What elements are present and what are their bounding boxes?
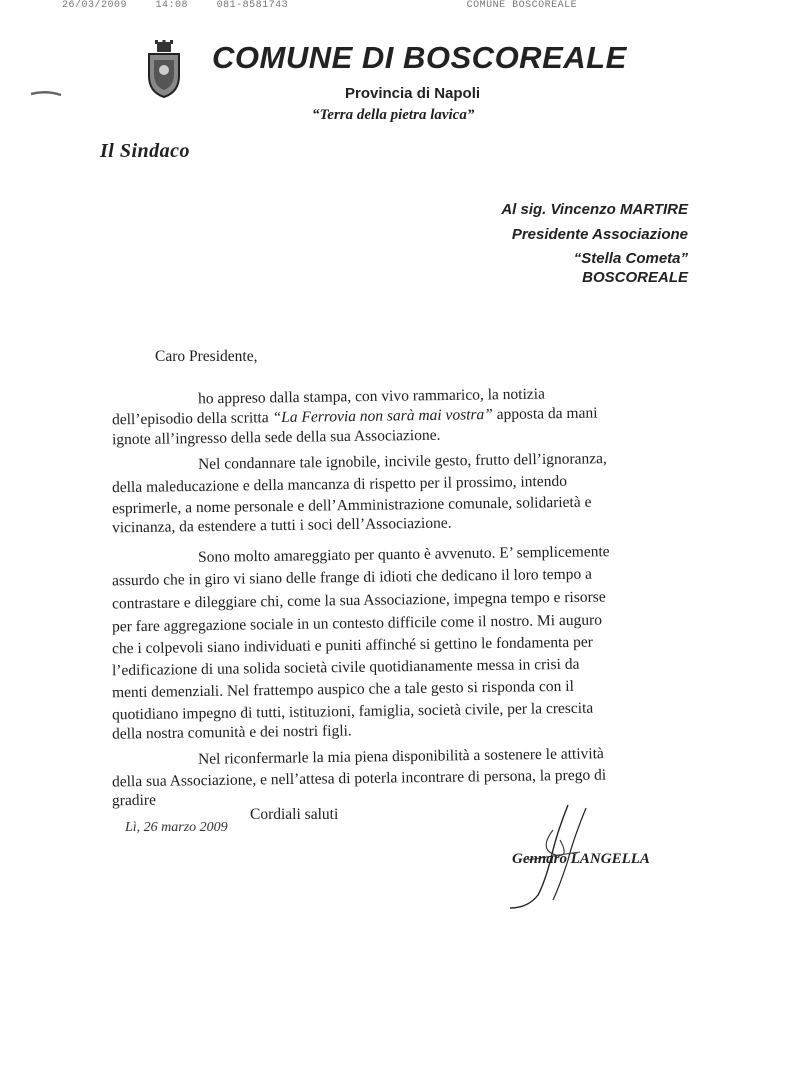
body-line: per fare aggregazione sociale in un contesto difficile come il nostro. Mi auguro [111,611,603,636]
signatory-name: Gennaro LANGELLA [512,851,650,867]
municipal-crest-icon [146,40,182,98]
town-motto: “Terra della pietra lavica” [312,107,475,123]
fax-sender: COMUNE BOSCOREALE [466,0,578,11]
body-line: menti demenziali. Nel frattempo auspico che a tale gesto si risponda con il [111,677,574,702]
body-line: assurdo che in giro vi siano delle frange di idioti che dedicano il loro tempo a [111,565,593,590]
office-title: Il Sindaco [100,140,191,162]
salutation: Caro Presidente, [155,348,258,365]
body-line: esprimerle, a nome personale e dell’Amministrazione comunale, solidarietà e [111,493,592,518]
place-date: Lì, 26 marzo 2009 [125,820,228,835]
body-line: l’edificazione di una solida società civile quotidianamente messa in crisi da [111,655,580,680]
recipient-association: “Stella Cometa” [573,250,688,267]
body-line: che i colpevoli siano individuati e puniti affinché si gettino le fondamenta per [111,633,594,658]
body-line: della nostra comunità e dei nostri figli. [111,722,352,743]
body-line: della maleducazione e della mancanza di rispetto per il prossimo, intendo [111,472,568,497]
body-line: contrastare e dileggiare chi, come la sua Associazione, impegna tempo e risorse [111,588,606,613]
body-line: ignote all’ingresso della sede della sua Associazione. [111,426,441,449]
body-line: Nel condannare tale ignobile, incivile gesto, frutto dell’ignoranza, [197,450,607,473]
body-line: quotidiano impegno di tutti, istituzioni, famiglia, società civile, per la crescita [111,699,594,724]
recipient-role: Presidente Associazione [511,226,688,243]
body-line: della sua Associazione, e nell’attesa di poterla incontrare di persona, la prego di [111,766,607,791]
fax-number: 081-8581743 [216,0,289,11]
body-line: gradire [111,791,157,810]
recipient-name: Al sig. Vincenzo MARTIRE [501,201,688,218]
closing: Cordiali saluti [250,806,339,823]
fax-header [62,0,599,11]
fax-time: 14:08 [155,0,189,11]
fax-date: 26/03/2009 [62,0,128,11]
body-line: ho appreso dalla stampa, con vivo rammarico, la notizia [197,385,546,408]
recipient-town: BOSCOREALE [582,269,688,286]
margin-mark [30,90,62,98]
body-line: vicinanza, da estendere a tutti i soci dell’Associazione. [111,514,452,537]
body-line: Nel riconfermarle la mia piena disponibilità a sostenere le attività [197,745,604,768]
body-text: apposta da mani [492,404,598,424]
town-name: COMUNE DI BOSCOREALE [212,40,627,75]
province-name: Provincia di Napoli [345,85,481,102]
body-line: Sono molto amareggiato per quanto è avvenuto. E’ semplicemente [197,543,610,566]
body-text: dell’episodio della scritta [111,409,273,429]
quoted-graffiti: “La Ferrovia non sarà mai vostra” [272,406,493,427]
